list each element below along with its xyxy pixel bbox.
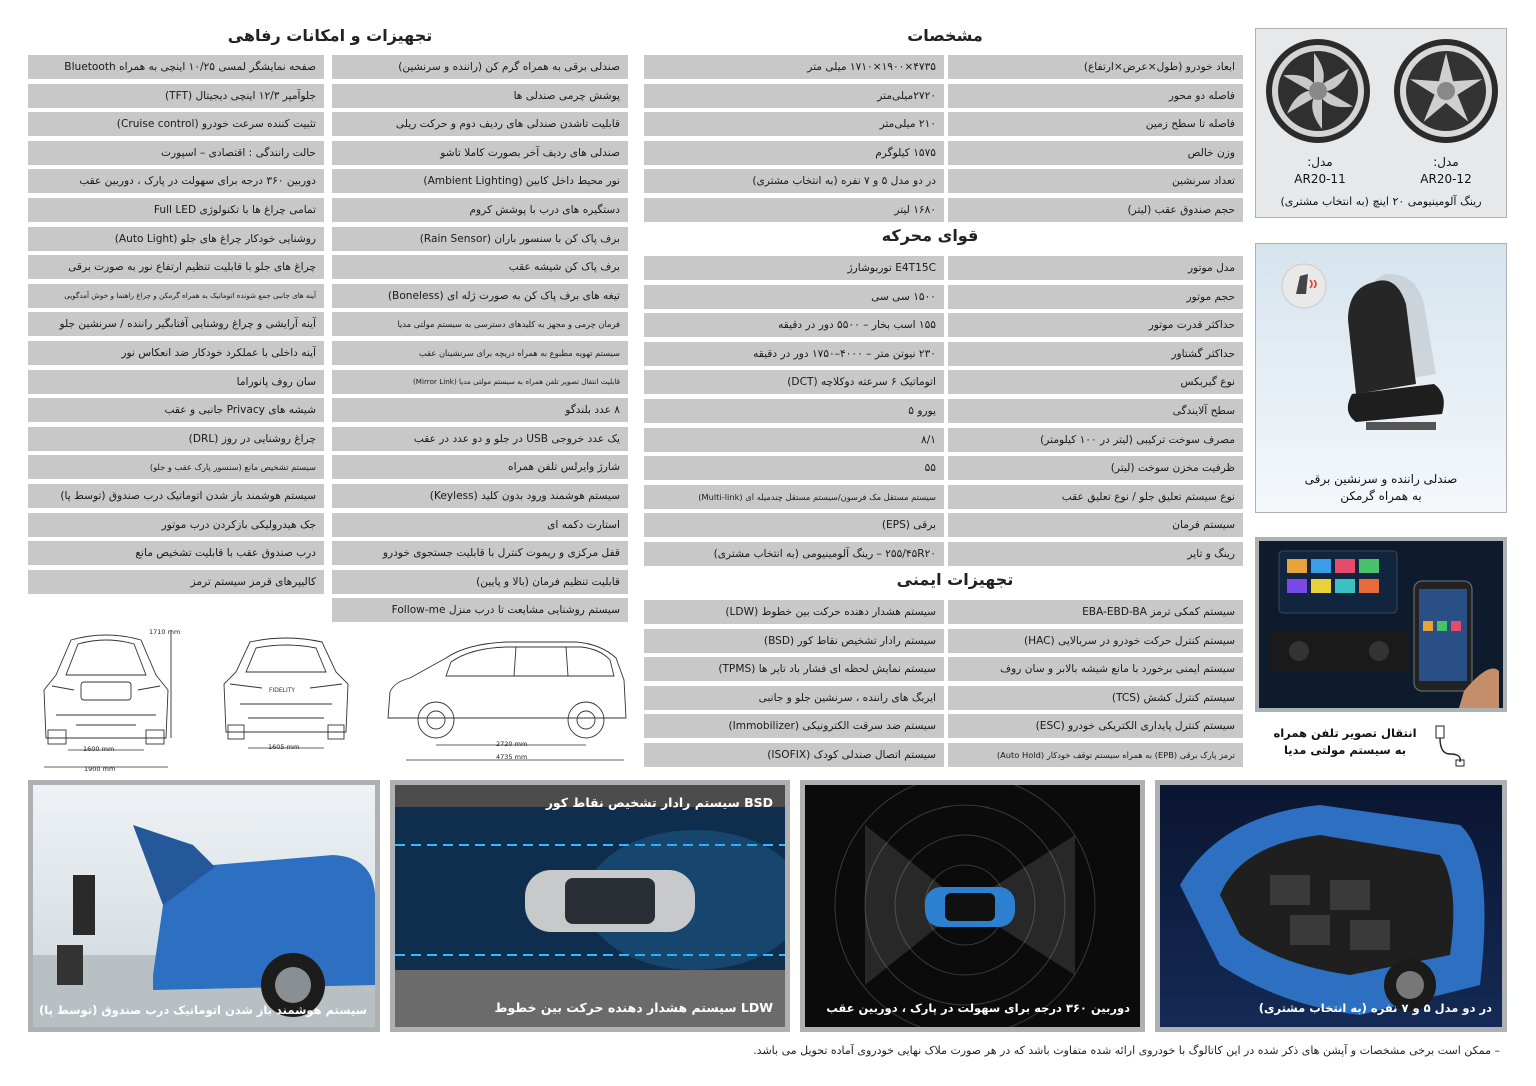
spec-value: ۱۶۸۰ لیتر xyxy=(644,198,944,222)
comfort-item: صفحه نمایشگر لمسی ۱۰/۲۵ اینچی به همراه Bluetooth xyxy=(28,55,324,79)
comfort-item: یک عدد خروجی USB در جلو و دو عدد در عقب xyxy=(332,427,628,451)
safety-heading: تجهیزات ایمنی xyxy=(896,570,1014,589)
engine-value: E4T15C توربوشارژ xyxy=(644,256,944,280)
seat-caption-line-2: به همراه گرمکن xyxy=(1340,489,1422,503)
tailgate-image xyxy=(33,785,375,1027)
wheels-panel xyxy=(1255,28,1507,218)
specs-value-column xyxy=(644,55,944,227)
spec-label: حجم صندوق عقب (لیتر) xyxy=(948,198,1243,222)
engine-label: حجم موتور xyxy=(948,285,1243,309)
engine-value: ۸/۱ xyxy=(644,428,944,452)
seating-caption: در دو مدل ۵ و ۷ نفره (به انتخاب مشتری) xyxy=(1258,1001,1492,1015)
spec-value: ۲۷۲۰میلی‌متر xyxy=(644,84,944,108)
safety-item: سیستم هشدار دهنده حرکت بین خطوط (LDW) xyxy=(644,600,944,624)
safety-item: سیستم کمکی ترمز EBA-EBD-BA xyxy=(948,600,1243,624)
power-seat-image xyxy=(1256,244,1506,454)
spec-label: وزن خالص xyxy=(948,141,1243,165)
engine-label: نوع سیستم تعلیق جلو / نوع تعلیق عقب xyxy=(948,485,1243,509)
comfort-item: تمامی چراغ ها با تکنولوژی Full LED xyxy=(28,198,324,222)
engine-label: مدل موتور xyxy=(948,256,1243,280)
bsd-ldw-image xyxy=(395,785,785,1027)
comfort-item: آینه داخلی با عملکرد خودکار ضد انعکاس نور xyxy=(28,341,324,365)
photo-bsd-ldw xyxy=(390,780,790,1032)
comfort-item: سیستم تشخیص مانع (سنسور پارک عقب و جلو) xyxy=(28,455,324,479)
engine-value: اتوماتیک ۶ سرعته دوکلاچه (DCT) xyxy=(644,370,944,394)
engine-label: رینگ و تایر xyxy=(948,542,1243,566)
bsd-caption: BSD سیستم رادار تشخیص نقاط کور xyxy=(545,795,773,810)
comfort-item: تثبیت کننده سرعت خودرو (Cruise control) xyxy=(28,112,324,136)
engine-value: ۲۵۵/۴۵R۲۰ – رینگ آلومینیومی (به انتخاب مشتری) xyxy=(644,542,944,566)
safety-left-column xyxy=(644,600,944,772)
comfort-item: آینه های جانبی جمع شونده اتوماتیک به همراه گرمکن و چراغ راهنما و خوش آمدگویی xyxy=(28,284,324,308)
alloy-wheels-image xyxy=(1256,33,1506,153)
engine-label: حداکثر قدرت موتور xyxy=(948,313,1243,337)
engine-label-column xyxy=(948,256,1243,571)
specs-label-column xyxy=(948,55,1243,227)
ldw-caption: LDW سیستم هشدار دهنده حرکت بین خطوط xyxy=(494,1000,773,1015)
height-dimension: 1710 mm xyxy=(149,628,181,636)
wheelbase-dimension: 2720 mm xyxy=(496,740,528,748)
spec-label: فاصله دو محور xyxy=(948,84,1243,108)
safety-item: سیستم ایمنی برخورد با مانع شیشه بالابر و سان روف xyxy=(948,657,1243,681)
spec-value: ۴۷۳۵×۱۹۰۰×۱۷۱۰ میلی متر xyxy=(644,55,944,79)
multimedia-image xyxy=(1259,541,1503,708)
engine-value-column xyxy=(644,256,944,571)
phone-caption-line-1: انتقال تصویر تلفن همراه xyxy=(1273,726,1417,740)
spec-label: تعداد سرنشین xyxy=(948,169,1243,193)
safety-item: سیستم کنترل پایداری الکتریکی خودرو (ESC) xyxy=(948,714,1243,738)
comfort-column-2 xyxy=(28,55,324,598)
safety-right-column xyxy=(948,600,1243,772)
comfort-item: قابلیت تاشدن صندلی های ردیف دوم و حرکت ریلی xyxy=(332,112,628,136)
comfort-item: فرمان چرمی و مجهز به کلیدهای دسترسی به سیستم مولتی مدیا xyxy=(332,312,628,336)
engine-label: مصرف سوخت ترکیبی (لیتر در ۱۰۰ کیلومتر) xyxy=(948,428,1243,452)
comfort-item: صندلی برقی به همراه گرم کن (راننده و سرنشین) xyxy=(332,55,628,79)
safety-item: سیستم کنترل کشش (TCS) xyxy=(948,686,1243,710)
engine-label: ظرفیت مخزن سوخت (لیتر) xyxy=(948,456,1243,480)
comfort-item: جلوآمپر ۱۲/۳ اینچی دیجیتال (TFT) xyxy=(28,84,324,108)
comfort-item: قابلیت تنظیم فرمان (بالا و پایین) xyxy=(332,570,628,594)
rear-track-dimension: 1605 mm xyxy=(268,743,300,751)
comfort-item: صندلی های ردیف آخر بصورت کاملا تاشو xyxy=(332,141,628,165)
rear-badge-text: FIDELITY xyxy=(269,687,296,694)
photo-360-camera xyxy=(800,780,1145,1032)
comfort-item: قابلیت انتقال تصویر تلفن همراه به سیستم مولتی مدیا (Mirror Link) xyxy=(332,370,628,394)
comfort-item: چراغ های جلو با قابلیت تنظیم ارتفاع نور به صورت برقی xyxy=(28,255,324,279)
comfort-item: استارت دکمه ای xyxy=(332,513,628,537)
wheel-a-model: AR20-12 xyxy=(1420,172,1472,186)
comfort-column-1 xyxy=(332,55,628,627)
comfort-item: دوربین ۳۶۰ درجه برای سهولت در پارک ، دوربین عقب xyxy=(28,169,324,193)
comfort-item: سان روف پانوراما xyxy=(28,370,324,394)
comfort-item: تیغه های برف پاک کن به صورت ژله ای (Boneless) xyxy=(332,284,628,308)
safety-item: سیستم ضد سرقت الکترونیکی (Immobilizer) xyxy=(644,714,944,738)
comfort-item: کالیپرهای قرمز سیستم ترمز xyxy=(28,570,324,594)
comfort-item: سیستم هوشمند باز شدن اتوماتیک درب صندوق (توسط پا) xyxy=(28,484,324,508)
spec-value: در دو مدل ۵ و ۷ نفره (به انتخاب مشتری) xyxy=(644,169,944,193)
safety-item: سیستم رادار تشخیص نقاط کور (BSD) xyxy=(644,629,944,653)
spec-label: فاصله تا سطح زمین xyxy=(948,112,1243,136)
comfort-item: ۸ عدد بلندگو xyxy=(332,398,628,422)
specs-heading: مشخصات xyxy=(907,26,983,45)
engine-label: سیستم فرمان xyxy=(948,513,1243,537)
comfort-item: چراغ روشنایی در روز (DRL) xyxy=(28,427,324,451)
comfort-item: سیستم هوشمند ورود بدون کلید (Keyless) xyxy=(332,484,628,508)
blueprint-drawing xyxy=(26,620,636,780)
engine-label: سطح آلایندگی xyxy=(948,399,1243,423)
engine-value: ۵۵ xyxy=(644,456,944,480)
seat-caption-line-1: صندلی راننده و سرنشین برقی xyxy=(1304,472,1458,486)
multimedia-panel xyxy=(1255,537,1507,712)
photo-tailgate xyxy=(28,780,380,1032)
comfort-item: سیستم تهویه مطبوع به همراه دریچه برای سرنشینان عقب xyxy=(332,341,628,365)
comfort-item: پوشش چرمی صندلی ها xyxy=(332,84,628,108)
camera-360-image xyxy=(805,785,1140,1027)
engine-value: سیستم مستقل مک فرسون/سیستم مستقل چندمیله ای (Multi-link) xyxy=(644,485,944,509)
wheel-b-model: AR20-11 xyxy=(1294,172,1346,186)
comfort-item: آینه آرایشی و چراغ روشنایی آفتابگیر راننده / سرنشین جلو xyxy=(28,312,324,336)
safety-item: سیستم نمایش لحظه ای فشار باد تایر ها (TPMS) xyxy=(644,657,944,681)
safety-item: سیستم کنترل حرکت خودرو در سربالایی (HAC) xyxy=(948,629,1243,653)
engine-value: برقی (EPS) xyxy=(644,513,944,537)
spec-value: ۱۵۷۵ کیلوگرم xyxy=(644,141,944,165)
heated-seat-panel xyxy=(1255,243,1507,513)
front-track-dimension: 1600 mm xyxy=(83,745,115,753)
comfort-item: نور محیط داخل کابین (Ambient Lighting) xyxy=(332,169,628,193)
comfort-item: شارژ وایرلس تلفن همراه xyxy=(332,455,628,479)
wheels-caption: رینگ آلومینیومی ۲۰ اینچ (به انتخاب مشتری) xyxy=(1280,195,1482,208)
comfort-item: حالت رانندگی : اقتصادی – اسپورت xyxy=(28,141,324,165)
usb-cable-icon xyxy=(1430,724,1470,772)
blueprint-panel xyxy=(26,620,636,780)
engine-value: ۱۵۵ اسب بخار – ۵۵۰۰ دور در دقیقه xyxy=(644,313,944,337)
comfort-item: جک هیدرولیکی بازکردن درب موتور xyxy=(28,513,324,537)
engine-value: ۲۳۰ نیوتن متر – ۴۰۰۰–۱۷۵۰ دور در دقیقه xyxy=(644,342,944,366)
safety-item: ایربگ های راننده ، سرنشین جلو و جانبی xyxy=(644,686,944,710)
comfort-item: شیشه های Privacy جانبی و عقب xyxy=(28,398,324,422)
comfort-item: برف پاک کن شیشه عقب xyxy=(332,255,628,279)
seating-cutaway-image xyxy=(1160,785,1502,1027)
wheel-a-model-label: مدل: xyxy=(1433,155,1459,169)
engine-heading: قوای محرکه xyxy=(881,226,979,245)
comfort-item: قفل مرکزی و ریموت کنترل با قابلیت جستجوی خودرو xyxy=(332,541,628,565)
comfort-item: روشنایی خودکار چراغ های جلو (Auto Light) xyxy=(28,227,324,251)
comfort-item: برف پاک کن با سنسور باران (Rain Sensor) xyxy=(332,227,628,251)
spec-value: ۲۱۰ میلی‌متر xyxy=(644,112,944,136)
safety-item: سیستم اتصال صندلی کودک (ISOFIX) xyxy=(644,743,944,767)
wheel-b-model-label: مدل: xyxy=(1307,155,1333,169)
engine-value: ۱۵۰۰ سی سی xyxy=(644,285,944,309)
length-dimension: 4735 mm xyxy=(496,753,528,761)
comfort-item: سیستم روشنایی مشایعت تا درب منزل Follow-me xyxy=(332,598,628,622)
footnote: – ممکن است برخی مشخصات و آپشن های ذکر شده در این کاتالوگ با خودروی ارائه شده متفاوت باشد که در هر صورت ملاک نهایی خودروی آماده تحویل می باشد. xyxy=(753,1044,1500,1057)
phone-caption-line-2: به سیستم مولتی مدیا xyxy=(1283,743,1407,757)
photo-seating xyxy=(1155,780,1507,1032)
spec-label: ابعاد خودرو (طول×عرض×ارتفاع) xyxy=(948,55,1243,79)
comfort-item: دستگیره های درب با پوشش کروم xyxy=(332,198,628,222)
camera-caption: دوربین ۳۶۰ درجه برای سهولت در پارک ، دوربین عقب xyxy=(826,1001,1130,1015)
tailgate-caption: سیستم هوشمند باز شدن اتوماتیک درب صندوق (توسط پا) xyxy=(39,1003,367,1017)
engine-value: یورو ۵ xyxy=(644,399,944,423)
engine-label: نوع گیربکس xyxy=(948,370,1243,394)
engine-label: حداکثر گشتاور xyxy=(948,342,1243,366)
width-dimension: 1900 mm xyxy=(84,765,116,773)
comfort-heading: تجهیزات و امکانات رفاهی xyxy=(227,26,433,45)
comfort-item: درب صندوق عقب با قابلیت تشخیص مانع xyxy=(28,541,324,565)
safety-item: ترمز پارک برقی (EPB) به همراه سیستم توقف خودکار (Auto Hold) xyxy=(948,743,1243,767)
